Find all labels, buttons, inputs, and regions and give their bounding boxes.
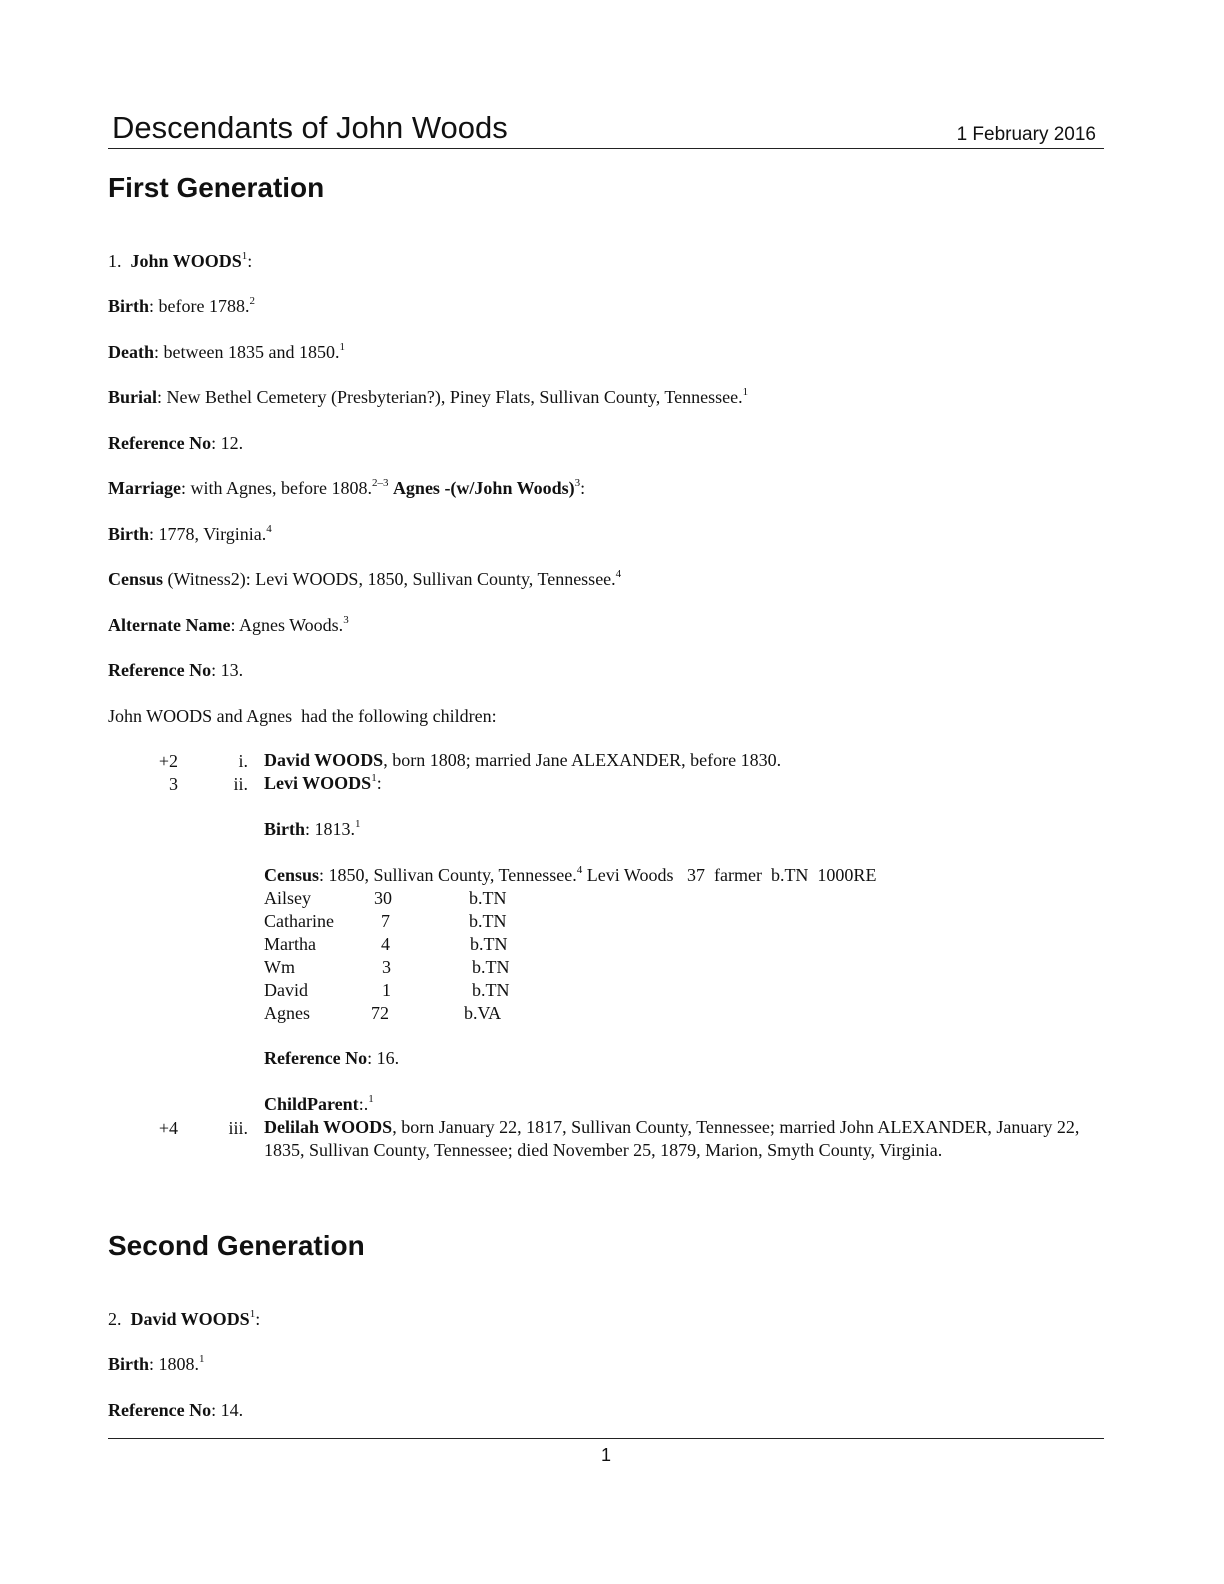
fact-value: : with Agnes, before 1808. [180, 478, 372, 498]
census-household-row [264, 1002, 564, 1025]
census-member-name: Ailsey [264, 888, 311, 908]
source-ref: 2–3 [371, 477, 389, 489]
fact-label: Alternate Name [108, 615, 231, 635]
census-member-age: 4 [381, 934, 390, 954]
census-member-birthplace: b.TN [469, 911, 507, 931]
source-ref: 1 [355, 818, 361, 830]
marriage-fact: Marriage: with Agnes, before 1808.$^{2-3}$ Agnes -(w/John Woods)$^3$: [108, 477, 586, 498]
census-household-row [264, 910, 564, 933]
source-ref: 1 [742, 386, 749, 398]
census-household-row [264, 979, 564, 1002]
source-ref: 4 [576, 864, 583, 876]
source-ref: 1 [339, 341, 345, 353]
fact-value: : 1850, Sullivan County, Tennessee. [319, 865, 577, 885]
child-summary: , born January 22, 1817, Sullivan County, Tennessee; married John ALEXANDER, January 22, 1835, Sullivan County, Tennessee; died November 25, 1879, Marion, Smyth County, Virginia. [264, 1117, 1080, 1160]
fact-label: Birth [108, 524, 150, 544]
child-parent-fact [264, 1093, 1084, 1116]
children-intro: John WOODS and Agnes had the following children: [108, 706, 497, 726]
fact-value: :. [358, 1094, 369, 1114]
census-member-birthplace: b.TN [472, 980, 510, 1000]
census-member-age: 72 [371, 1003, 389, 1023]
census-household-row [264, 887, 564, 910]
document-date: 1 February 2016 [956, 124, 1096, 145]
fact-value: : 1808. [149, 1354, 200, 1374]
child-birth-fact [264, 818, 1084, 841]
birth-fact [108, 1352, 205, 1376]
fact-value: : 12. [211, 433, 244, 453]
census-member-age: 1 [382, 980, 391, 1000]
source-ref: 1 [368, 1093, 374, 1105]
census-household-row [264, 933, 564, 956]
generation-heading-second: Second Generation [108, 1230, 365, 1261]
census-member-name: Martha [264, 934, 316, 954]
census-member-name: Agnes [264, 1003, 310, 1023]
document-title: Descendants of John Woods [112, 110, 508, 145]
census-member-name: Catharine [264, 911, 334, 931]
census-member-birthplace: b.TN [472, 957, 510, 977]
child-number: +4 [158, 1118, 178, 1138]
source-ref: 4 [615, 568, 622, 580]
fact-label: Census [108, 569, 164, 589]
child-name: David WOODS [264, 750, 384, 770]
person-name: David WOODS [130, 1309, 250, 1329]
fact-label: Reference No [108, 660, 212, 680]
burial-fact [108, 385, 748, 409]
source-ref: 4 [266, 523, 272, 535]
fact-value: : 14. [211, 1400, 244, 1420]
fact-label: Census [264, 865, 320, 885]
source-ref: 3 [343, 614, 349, 626]
child-entry [264, 749, 1084, 772]
spouse-name: Agnes -(w/John Woods) [392, 478, 575, 498]
child-reference-fact [264, 1047, 1084, 1070]
alternate-name-fact [108, 613, 349, 637]
fact-label: Birth [108, 296, 150, 316]
child-entry [264, 772, 1084, 795]
child-summary: , born 1808; married Jane ALEXANDER, before 1830. [383, 750, 782, 770]
source-ref: 1 [371, 772, 377, 784]
spouse-birth-fact [108, 522, 272, 546]
census-fact [108, 567, 621, 591]
child-number: 3 [169, 774, 178, 794]
reference-fact [108, 431, 243, 455]
person-number: 1. [108, 251, 122, 271]
birth-fact [108, 294, 255, 318]
fact-value: : 13. [211, 660, 244, 680]
person-name: John WOODS [130, 251, 242, 271]
child-name: Levi WOODS [264, 773, 372, 793]
person-1-line: 1. John WOODS$^1$: [108, 250, 253, 271]
source-ref: 2 [249, 295, 255, 307]
person-2-line: 2. David WOODS$^1$: [108, 1308, 261, 1329]
census-member-birthplace: b.TN [469, 888, 507, 908]
fact-value: : between 1835 and 1850. [154, 342, 340, 362]
source-ref: 1 [241, 250, 248, 262]
page-header [108, 108, 1104, 149]
fact-label: Birth [108, 1354, 150, 1374]
child-roman-numeral: i. [238, 751, 248, 771]
census-member-name: David [264, 980, 308, 1000]
punctuation: : [376, 773, 382, 793]
census-household-row [264, 956, 564, 979]
child-roman-numeral: iii. [228, 1118, 248, 1138]
person-number: 2. [108, 1309, 122, 1329]
census-member-name: Wm [264, 957, 295, 977]
census-member-birthplace: b.TN [470, 934, 508, 954]
fact-label: Birth [264, 819, 306, 839]
fact-label: Reference No [108, 433, 212, 453]
fact-value: : Agnes Woods. [230, 615, 344, 635]
child-entry [264, 1116, 1084, 1162]
fact-value: (Witness2): Levi WOODS, 1850, Sullivan County, Tennessee. [163, 569, 616, 589]
census-member-age: 30 [374, 888, 392, 908]
spouse-reference-fact [108, 658, 243, 682]
fact-value: : 1778, Virginia. [149, 524, 267, 544]
census-member-birthplace: b.VA [464, 1003, 502, 1023]
source-ref: 3 [574, 477, 581, 489]
fact-value: : before 1788. [149, 296, 250, 316]
death-fact [108, 340, 345, 364]
reference-fact [108, 1398, 243, 1422]
page-number: 1 [600, 1445, 611, 1465]
fact-value: : New Bethel Cemetery (Presbyterian?), Piney Flats, Sullivan County, Tennessee. [157, 387, 743, 407]
fact-label: Reference No [264, 1048, 368, 1068]
source-ref: 1 [249, 1308, 256, 1320]
fact-value: : 1813. [305, 819, 356, 839]
child-census-fact [264, 864, 1084, 887]
fact-value: : 16. [367, 1048, 400, 1068]
source-ref: 1 [199, 1353, 205, 1365]
census-note: Levi Woods 37 farmer b.TN 1000RE [582, 865, 877, 885]
fact-label: Death [108, 342, 154, 362]
fact-label: Reference No [108, 1400, 212, 1420]
child-number: +2 [158, 751, 178, 771]
child-name: Delilah WOODS [264, 1117, 393, 1137]
fact-label: Burial [108, 387, 158, 407]
generation-heading-first: First Generation [108, 172, 325, 203]
census-member-age: 7 [381, 911, 390, 931]
census-member-age: 3 [382, 957, 391, 977]
fact-label: ChildParent [264, 1094, 359, 1114]
page-footer [108, 1438, 1104, 1465]
fact-label: Marriage [108, 478, 181, 498]
child-roman-numeral: ii. [233, 774, 248, 794]
